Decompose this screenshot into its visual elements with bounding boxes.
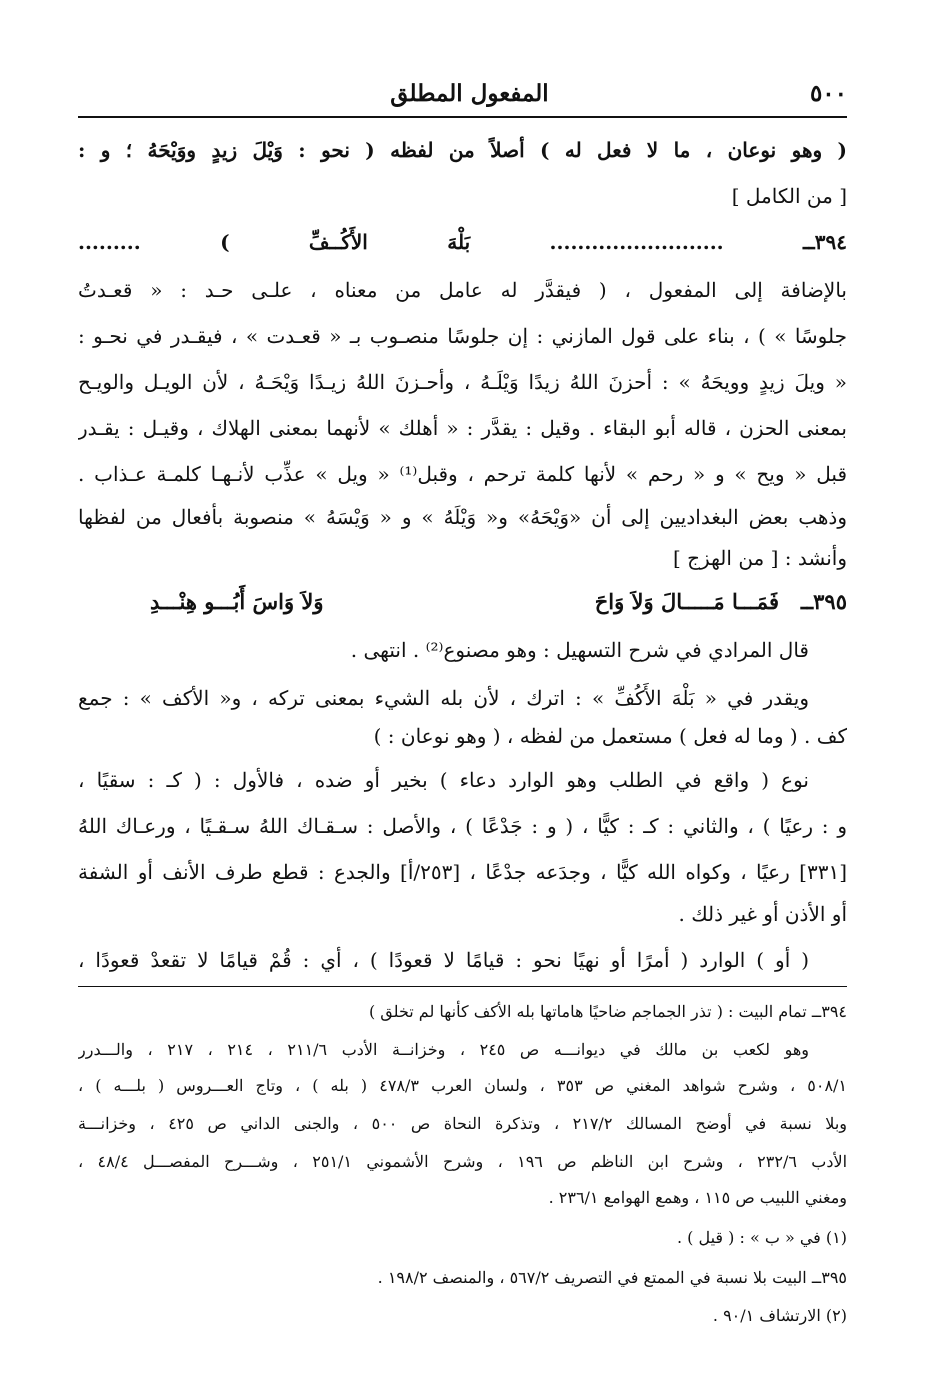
body-line-8: قبل « ويح » و « رحم » لأنها كلمة ترحم ، وقبل⁽¹⁾ « ويل » عذِّب لأنـهـا كلمـة عـذاب . — [78, 462, 847, 486]
footnote-394-line-3: ٥٠٨/١ ، وشرح شواهد المغني ص ٣٥٣ ، ولسان العرب ٤٧٨/٣ ( بله ) ، وتاج العـــروس ( بلـــه ) ، — [78, 1076, 847, 1095]
footnote-394-line-5: الأدب ٢٣٢/٦ ، وشرح ابن الناظم ص ١٩٦ ، وشرح الأشموني ٢٥١/١ ، وشـــرح المفصـــل ٤٨/٤ ، — [78, 1152, 847, 1171]
verse-394: ٣٩٤ــ ......................... بَلْهَ الأَكُــفِّ ) ......... — [78, 230, 847, 254]
footnote-394-line-6: ومغني اللبيب ص ١١٥ ، وهمع الهوامع ٢٣٦/١ . — [548, 1188, 847, 1207]
body-line-17: [٣٣١] رعيًا ، وكواه الله كيًّا ، وجدَعه جدْعًا ، [٢٥٣/أ] والجدع : قطع طرف الأنف أو الشفة — [78, 860, 847, 884]
body-line-16: و : رعيًا ) ، والثاني : كـ : كيًّا ، ( و : جَدْعًا ) ، والأصل : سـقـاك اللهُ سـقـيًا ، ورعـاك اللهُ — [78, 814, 847, 838]
running-title: المفعول المطلق — [390, 80, 549, 107]
footnote-394-line-2: وهو لكعب بن مالك في ديوانـــه ص ٢٤٥ ، وخزانــة الأدب ٢١١/٦ ، ٢١٤ ، ٢١٧ ، والـــدرر — [78, 1040, 809, 1059]
footnote-394-verse: ٣٩٤ــ تمام البيت : ( تذر الجماجم ضاحيًا هاماتها بله الأكف كأنها لم تخلق ) — [368, 1002, 847, 1021]
body-line-19: ( أو ) الوارد ( أمرًا أو نهيًا نحو : قيامًا لا قعودًا ) ، أي : قُمْ قيامًا لا تقعدْ قعودًا ، — [78, 948, 809, 972]
body-line-12: قال المرادي في شرح التسهيل : وهو مصنوع⁽²⁾ . انتهى . — [350, 638, 809, 662]
body-line-9: وذهب بعض البغداديين إلى أن «وَيْحَهُ» و« وَيْلَهُ » و « وَيْسَهُ » منصوبة بأفعال من لفظها — [78, 505, 847, 529]
footnote-2: (٢) الارتشاف ٩٠/١ . — [712, 1306, 847, 1325]
verse-395-first-half: فَمَـــا مَـــــالَ وَلاَ وَاحَ — [594, 589, 779, 614]
footnote-395: ٣٩٥ــ البيت بلا نسبة في الممتع في التصريف ٥٦٧/٢ ، والمنصف ١٩٨/٢ . — [377, 1268, 847, 1287]
footnote-394-line-4: وبلا نسبة في أوضح المسالك ٢١٧/٢ ، وتذكرة النحاة ص ٥٠٠ ، والجنى الداني ص ٤٢٥ ، وخزانـــة — [78, 1114, 847, 1133]
body-line-6: « ويلَ زيدٍ وويحَهُ » : أحزنَ اللهُ زيدًا وَيْلَـهُ ، وأحـزنَ اللهُ زيـدًا وَيْحَـهُ ، لأن الويـل والويـح — [78, 370, 847, 394]
meter-label: [ من الكامل ] — [731, 184, 847, 208]
verse-395-number: ٣٩٥ــ — [800, 589, 847, 614]
body-line-18: أو الأذن أو غير ذلك . — [678, 902, 847, 926]
body-line-15: نوع ( واقع في الطلب وهو الوارد دعاء ) بخير أو ضده ، فالأول : ( كـ : سقيًا ، — [78, 768, 809, 792]
page-number: ٥٠٠ — [809, 80, 847, 107]
body-line-7: بمعنى الحزن ، قاله أبو البقاء . وقيل : يقدَّر : « أهلك » لأنهما بمعنى الهلاك ، وقيـل : يقـدر — [78, 416, 847, 440]
body-line-14: كف . ( وما له فعل ) مستعمل من لفظه ، ( وهو نوعان : ) — [373, 724, 847, 748]
header-rule — [78, 116, 847, 118]
verse-395-second-half: وَلاَ وَاسَ أَبُـــو هِنْـــدِ — [150, 589, 324, 614]
body-line-10: وأنشد : [ من الهزج ] — [672, 546, 847, 570]
footnote-1: (١) في « ب » : ( قيل ) . — [676, 1228, 847, 1247]
body-line-4: بالإضافة إلى المفعول ، ( فيقدَّر له عامل من معناه ، علـى حـد : « قعـدتُ — [78, 278, 847, 302]
footnote-rule — [78, 986, 847, 987]
body-line-5: جلوسًا » ) ، بناء على قول المازني : إن جلوسًا منصـوب بـ « قعـدت » ، فيقـدر في نحـو : — [78, 324, 847, 348]
body-line-13: ويقدر في « بَلْهَ الأَكُفِّ » : اترك ، لأن بله الشيء بمعنى تركه ، و« الأكف » : جمع — [78, 686, 809, 710]
body-line-1: ( وهو نوعان ، ما لا فعل له ) أصلاً من لفظه ( نحو : وَيْلَ زيدٍ ووَيْحَهُ ؛ و : — [78, 138, 847, 162]
